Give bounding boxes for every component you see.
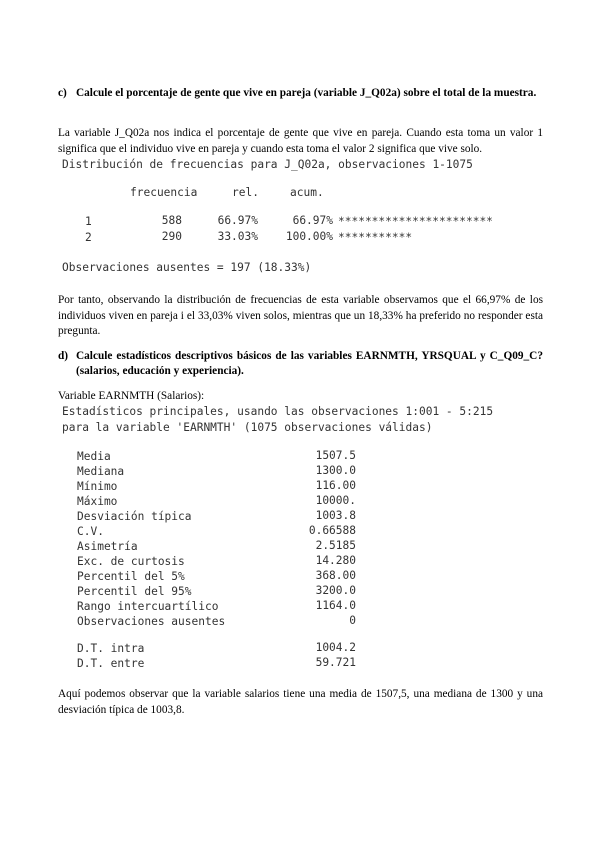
stat-value: 14.280 (315, 554, 356, 567)
freq-row-freq: 588 (161, 214, 182, 227)
stat-name: Observaciones ausentes (77, 615, 226, 628)
freq-row-rel: 66.97% (217, 214, 258, 227)
intro-paragraph: La variable J_Q02a nos indica el porcentaje de gente que vive en pareja. Cuando esta toma un valor 1 significa que el individuo vive en pareja y cuando esta toma el valor 2 significa que vive solo. (58, 127, 543, 155)
stat-value: 1164.0 (315, 599, 356, 612)
stats-title-line-2: para la variable 'EARNMTH' (1075 observaciones válidas) (62, 421, 433, 434)
stat-value: 1507.5 (315, 449, 356, 462)
question-c-text: Calcule el porcentaje de gente que vive en pareja (variable J_Q02a) sobre el total de la muestra. (76, 87, 537, 99)
stat-name: Mediana (77, 465, 125, 478)
panel-stat-name: D.T. entre (77, 657, 145, 670)
stat-name: Rango intercuartílico (77, 600, 219, 613)
freq-header-acum: acum. (290, 186, 324, 199)
stat-value: 1300.0 (315, 464, 356, 477)
conclusion-c: Por tanto, observando la distribución de frecuencias de esta variable observamos que el 66,97% de los individuos viven en pareja i el 33,03% viven solos, mientras que un 18,33% ha preferido no responder esta pregunta. (58, 294, 543, 337)
freq-row-cum: 100.00% (285, 230, 333, 243)
stat-name: Percentil del 5% (77, 570, 185, 583)
freq-row-cum: 66.97% (292, 214, 333, 227)
freq-row-value: 1 (85, 215, 92, 228)
stat-name: Asimetría (77, 540, 138, 553)
stat-value: 10000. (315, 494, 356, 507)
question-d-label: d) (58, 350, 69, 362)
question-c-label: c) (58, 87, 67, 99)
stat-name: Media (77, 450, 111, 463)
stat-value: 1003.8 (315, 509, 356, 522)
freq-row-bar: *********** (338, 231, 413, 244)
conclusion-d: Aquí podemos observar que la variable salarios tiene una media de 1507,5, una mediana de 1300 y una desviación típica de 1003,8. (58, 688, 543, 716)
freq-row-value: 2 (85, 231, 92, 244)
panel-stat-value: 59.721 (315, 656, 356, 669)
stat-value: 0 (349, 614, 356, 627)
variable-label: Variable EARNMTH (Salarios): (58, 390, 205, 402)
panel-stat-value: 1004.2 (315, 641, 356, 654)
stat-name: Desviación típica (77, 510, 192, 523)
freq-row-rel: 33.03% (217, 230, 258, 243)
stat-value: 2.5185 (315, 539, 356, 552)
stat-value: 116.00 (315, 479, 356, 492)
stat-value: 3200.0 (315, 584, 356, 597)
stat-name: Percentil del 95% (77, 585, 192, 598)
stat-name: Máximo (77, 495, 118, 508)
stat-name: C.V. (77, 525, 104, 538)
stat-value: 0.66588 (308, 524, 356, 537)
stat-name: Exc. de curtosis (77, 555, 185, 568)
stat-name: Mínimo (77, 480, 118, 493)
freq-header-frecuencia: frecuencia (130, 186, 198, 199)
freq-header-rel: rel. (232, 186, 259, 199)
question-d-text: Calcule estadísticos descriptivos básicos de las variables EARNMTH, YRSQUAL y C_Q09_C? (salarios, educación y experiencia). (76, 350, 543, 377)
freq-row-bar: *********************** (338, 215, 493, 228)
stats-title-line-1: Estadísticos principales, usando las observaciones 1:001 - 5:215 (62, 405, 494, 418)
freq-table-title: Distribución de frecuencias para J_Q02a, observaciones 1-1075 (62, 158, 473, 171)
stat-value: 368.00 (315, 569, 356, 582)
panel-stat-name: D.T. intra (77, 642, 145, 655)
freq-row-freq: 290 (161, 230, 182, 243)
missing-observations: Observaciones ausentes = 197 (18.33%) (62, 261, 312, 274)
